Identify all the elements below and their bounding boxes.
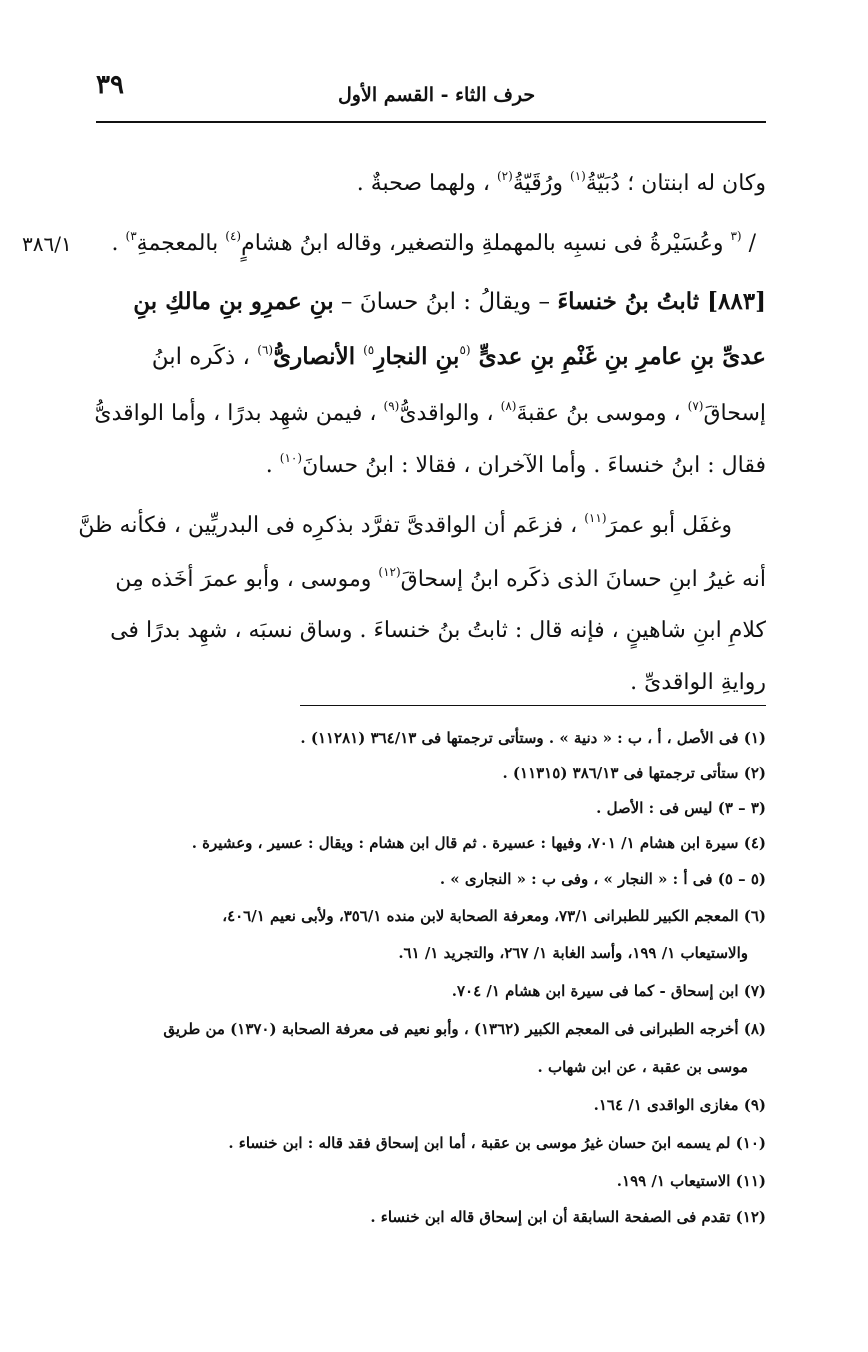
text: وغفَل أبو عمرَ <box>606 513 732 538</box>
margin-reference: ٣٨٦/١ <box>22 232 72 256</box>
footnote-12: (١٢) تقدم فى الصفحة السابقة أن ابن إسحاق قاله ابن خنساء . <box>370 1208 766 1226</box>
footnote-ref: (٢) <box>496 169 513 183</box>
body-line-2 <box>112 230 756 255</box>
footnote-6-cont: والاستيعاب ١/ ١٩٩، وأسد الغابة ١/ ٢٦٧، والتجريد ١/ ٦١. <box>398 944 748 962</box>
text: ، وموسى بنُ عقبةَ <box>516 401 688 426</box>
body-line-4 <box>152 344 766 369</box>
footnote-rule <box>300 705 766 706</box>
text: – ويقالُ : ابنُ حسانَ – <box>333 289 558 315</box>
running-title: حرف الثاء - القسم الأول <box>338 84 536 106</box>
footnote-2: (٢) ستأتى ترجمتها فى ٣٨٦/١٣ (١١٣١٥) . <box>502 764 766 782</box>
body-line-5 <box>94 400 766 425</box>
entry-lineage: عدىِّ بنِ عامرِ بنِ غَنْمِ بنِ عدىٍّ <box>470 343 766 370</box>
text: ، فزعَم أن الواقدىَّ تفرَّد بذكرِه فى البدريِّين ، فكأنه ظنَّ <box>78 513 585 538</box>
text: روايةِ الواقدىِّ . <box>630 670 766 695</box>
footnote-8: (٨) أخرجه الطبرانى فى المعجم الكبير (١٣٦٢) ، وأبو نعيم فى معرفة الصحابة (١٣٧٠) من طريق <box>163 1020 766 1038</box>
text: ورُقَيّةُ <box>512 171 571 196</box>
footnote-ref: (٩) <box>383 399 400 413</box>
text: كلامِ ابنِ شاهينٍ ، فإنه قال : ثابتُ بنُ خنساءَ . وساق نسبَه ، شهِد بدرًا فى <box>110 618 766 643</box>
text: . <box>265 453 280 478</box>
footnote-ref: (٤) <box>225 229 242 243</box>
footnote-4: (٤) سيرة ابن هشام ١/ ٧٠١، وفيها : عسيرة . ثم قال ابن هشام : ويقال : عسير ، وعشيرة . <box>191 834 766 852</box>
footnote-10: (١٠) لم يسمه ابنَ حسان غيرُ موسى بن عقبة ، أما ابن إسحاق فقد قاله : ابن خنساء . <box>228 1134 766 1152</box>
body-line-7 <box>78 512 732 537</box>
text: ، ولهما صحبةٌ . <box>356 171 497 196</box>
footnote-ref: (١١) <box>584 511 607 525</box>
text: ، والواقدىُّ <box>399 401 501 426</box>
text: وعُسَيْرةُ فى نسبِه بالمهملةِ والتصغير، وقاله ابنُ هشامٍ <box>241 231 731 256</box>
footnote-ref: (٨) <box>500 399 517 413</box>
text: بالمعجمةِ <box>136 231 226 256</box>
text: وموسى ، وأبو عمرَ أخَذه مِن <box>115 567 379 592</box>
body-line-3 <box>133 290 766 314</box>
text: فقال : ابنُ خنساءَ . وأما الآخران ، فقالا : ابنُ حسانَ <box>302 453 766 478</box>
entry-heading-cont: بنِ عمرِو بنِ مالكِ بنِ <box>133 288 334 315</box>
footnote-ref: (٣ <box>730 229 742 243</box>
footnote-ref: (٧) <box>687 399 704 413</box>
entry-lineage: بنِ النجارِ <box>374 343 460 370</box>
footnote-3: (٣ – ٣) ليس فى : الأصل . <box>596 799 766 817</box>
footnote-1: (١) فى الأصل ، أ ، ب : « دنية » . وستأتى ترجمتها فى ٣٦٤/١٣ (١١٢٨١) . <box>300 729 766 747</box>
text: ، ذكَره ابنُ <box>151 344 258 370</box>
entry-heading: [٨٨٣] ثابتُ بنُ خنساءَ <box>557 288 766 315</box>
text: / <box>741 231 756 256</box>
footnote-ref: (٦) <box>257 343 274 357</box>
footnote-ref: (١٢) <box>378 565 401 579</box>
footnote-11: (١١) الاستيعاب ١/ ١٩٩. <box>616 1172 766 1190</box>
entry-lineage: الأنصارىُّ <box>273 343 364 370</box>
footnote-6: (٦) المعجم الكبير للطبرانى ٧٣/١، ومعرفة الصحابة لابن منده ٣٥٦/١، ولأبى نعيم ٤٠٦/١، <box>222 907 766 925</box>
text: أنه غيرُ ابنِ حسانَ الذى ذكَره ابنُ إسحاقَ <box>400 567 766 592</box>
page-number: ٣٩ <box>96 70 124 100</box>
footnote-ref: (١) <box>570 169 586 183</box>
footnote-5: (٥ – ٥) فى أ : « النجار » ، وفى ب : « النجارى » . <box>439 870 766 888</box>
body-line-9 <box>110 620 766 642</box>
text: وكان له ابنتان ؛ دُبَيّةُ <box>585 171 766 196</box>
text: ، فيمن شهِد بدرًا ، وأما الواقدىُّ <box>94 401 384 426</box>
text: إسحاقَ <box>703 401 766 426</box>
footnote-9: (٩) مغازى الواقدى ١/ ١٦٤. <box>593 1096 766 1114</box>
body-line-1 <box>357 170 766 195</box>
body-line-8 <box>115 566 766 591</box>
footnote-8-cont: موسى بن عقبة ، عن ابن شهاب . <box>537 1058 748 1076</box>
body-line-10 <box>630 672 766 694</box>
body-line-6 <box>266 452 766 477</box>
header-rule <box>96 121 766 123</box>
footnote-ref: ٣) <box>125 229 137 243</box>
footnote-ref: ٥) <box>363 343 375 357</box>
footnote-ref: (٥ <box>459 343 471 357</box>
footnote-ref: (١٠) <box>279 451 303 465</box>
footnote-7: (٧) ابن إسحاق - كما فى سيرة ابن هشام ١/ ٧٠٤. <box>451 982 766 1000</box>
text: . <box>111 231 126 256</box>
